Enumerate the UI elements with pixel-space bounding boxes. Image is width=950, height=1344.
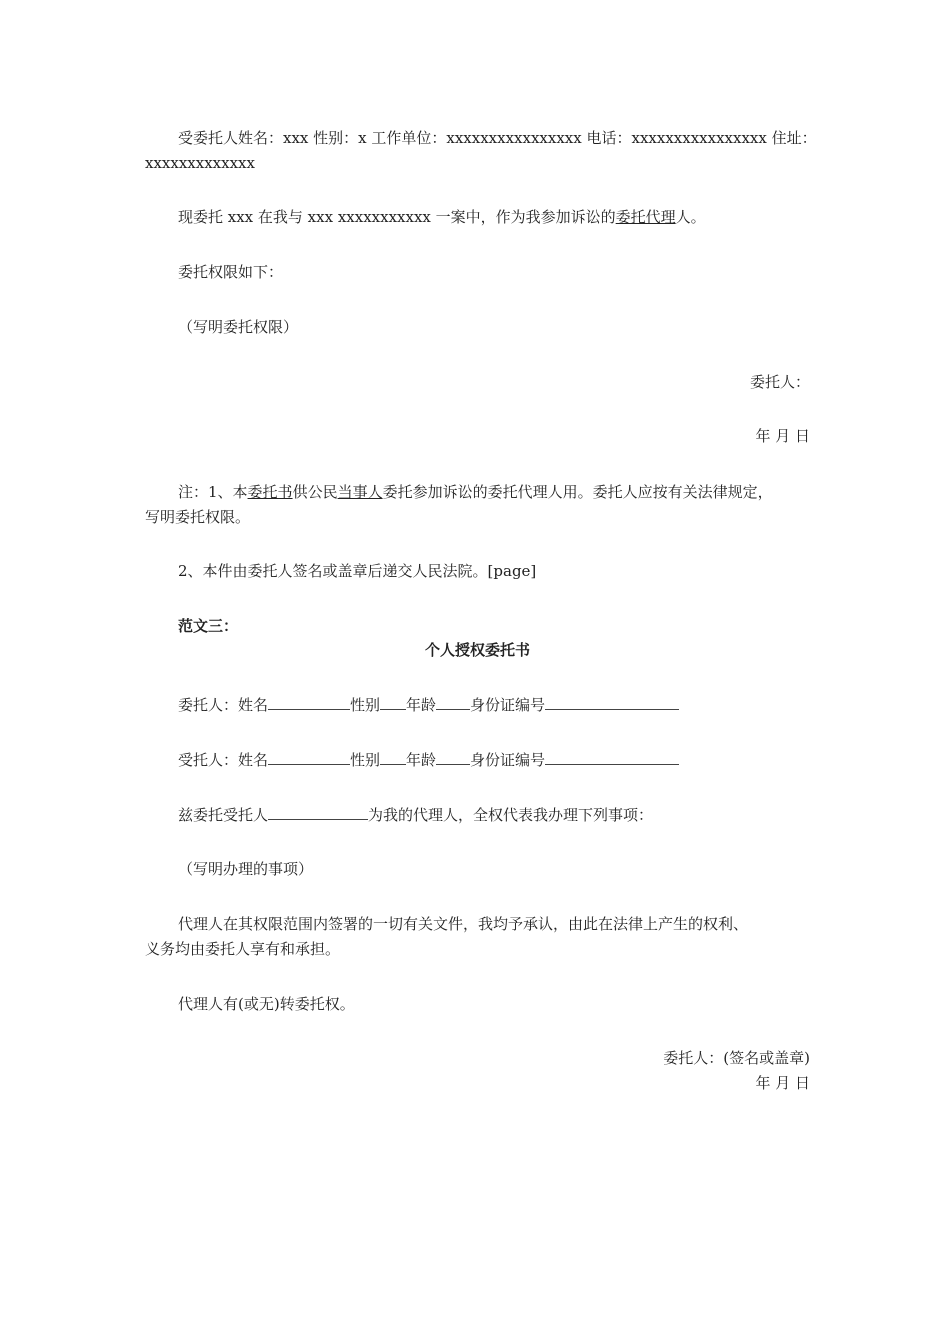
section-label: 范文三： bbox=[178, 617, 239, 635]
signer-label: 委托人： bbox=[749, 373, 810, 391]
principal-id-label: 身份证编号 bbox=[470, 696, 546, 714]
document-title: 个人授权委托书 bbox=[424, 641, 530, 659]
note1-line2: 写明委托权限。 bbox=[145, 508, 251, 526]
appointment-suffix: 人。 bbox=[675, 208, 706, 226]
power-of-attorney-link[interactable]: 委托书 bbox=[247, 483, 293, 501]
note1-mid: 供公民 bbox=[292, 483, 338, 501]
principal-id-blank[interactable] bbox=[545, 695, 679, 710]
appointment-paragraph bbox=[178, 205, 706, 229]
powers-heading: 委托权限如下： bbox=[178, 263, 284, 281]
agent-id-label: 身份证编号 bbox=[470, 751, 546, 769]
agent-age-label: 年龄 bbox=[406, 751, 437, 769]
authority-body-line1: 代理人在其权限范围内签署的一切有关文件，我均予承认，由此在法律上产生的权利、 bbox=[178, 915, 749, 933]
matters-placeholder: （写明办理的事项） bbox=[178, 860, 314, 878]
agent-gender-label: 性别 bbox=[350, 751, 381, 769]
principal-name-blank[interactable] bbox=[268, 695, 350, 710]
agent-age-blank[interactable] bbox=[436, 750, 470, 765]
note1-suffix: 委托参加诉讼的委托代理人用。委托人应按有关法律规定， bbox=[382, 483, 773, 501]
powers-placeholder: （写明委托权限） bbox=[178, 318, 299, 336]
agent-id-blank[interactable] bbox=[545, 750, 679, 765]
signature-date-line: 年 月 日 bbox=[755, 1074, 810, 1092]
date-line: 年 月 日 bbox=[755, 427, 810, 445]
agent-info-line1: 受委托人姓名：xxx 性别：x 工作单位：xxxxxxxxxxxxxxxx 电话：xxxxxxxxxxxxxxxx 住址： bbox=[178, 129, 817, 147]
agent-info-line2: xxxxxxxxxxxxx bbox=[145, 154, 255, 172]
party-link[interactable]: 当事人 bbox=[337, 483, 383, 501]
entrust-agent-blank[interactable] bbox=[268, 805, 368, 820]
agent-gender-blank[interactable] bbox=[380, 750, 406, 765]
signer-signature-label: 委托人：(签名或盖章) bbox=[663, 1049, 810, 1067]
principal-age-label: 年龄 bbox=[406, 696, 437, 714]
agent-name-blank[interactable] bbox=[268, 750, 350, 765]
principal-name-label: 委托人：姓名 bbox=[178, 696, 269, 714]
principal-age-blank[interactable] bbox=[436, 695, 470, 710]
principal-info-line bbox=[178, 693, 679, 717]
agent-info-line bbox=[178, 748, 679, 772]
appointment-text: 现委托 xxx 在我与 xxx xxxxxxxxxxx 一案中，作为我参加诉讼的 bbox=[178, 208, 616, 226]
authority-body-line2: 义务均由委托人享有和承担。 bbox=[145, 940, 341, 958]
agent-name-label: 受托人：姓名 bbox=[178, 751, 269, 769]
entrust-line bbox=[178, 803, 653, 827]
principal-gender-blank[interactable] bbox=[380, 695, 406, 710]
note1-line1 bbox=[178, 480, 773, 504]
entrust-suffix: 为我的代理人，全权代表我办理下列事项： bbox=[368, 806, 654, 824]
note1-prefix: 注：1、本 bbox=[178, 483, 248, 501]
note2: 2、本件由委托人签名或盖章后递交人民法院。[page] bbox=[178, 562, 537, 580]
principal-gender-label: 性别 bbox=[350, 696, 381, 714]
subdelegation-statement: 代理人有(或无)转委托权。 bbox=[178, 995, 355, 1013]
entrusted-agent-link[interactable]: 委托代理 bbox=[615, 208, 676, 226]
entrust-prefix: 兹委托受托人 bbox=[178, 806, 269, 824]
